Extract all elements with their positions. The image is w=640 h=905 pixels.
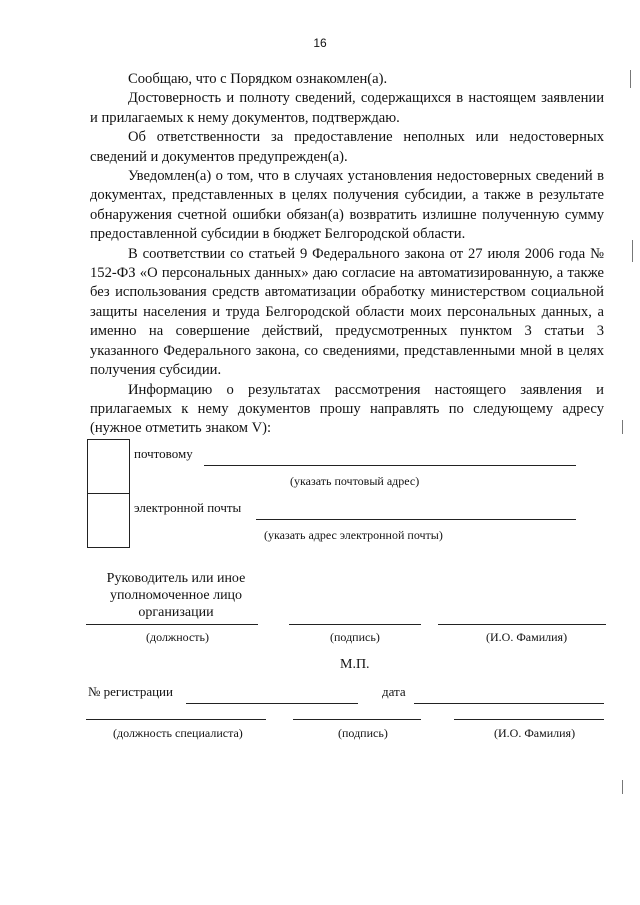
paragraph-reliability: Достоверность и полноту сведений, содержащихся в настоящем заявлении и прилагаемых к нему документов, подтверждаю. — [90, 90, 604, 126]
signatory-title: Руководитель или иное уполномоченное лицо организации — [106, 571, 246, 620]
position-caption: (должность) — [146, 630, 209, 644]
email-checkbox[interactable] — [87, 493, 130, 548]
email-address-line[interactable] — [256, 519, 576, 520]
postal-option-label: почтовому — [134, 446, 193, 461]
scan-mark — [630, 70, 631, 88]
paragraph-acquainted: Сообщаю, что с Порядком ознакомлен(а). — [128, 71, 388, 87]
specialist-position-line[interactable] — [86, 719, 266, 720]
specialist-signature-caption: (подпись) — [338, 726, 388, 740]
email-address-hint: (указать адрес электронной почты) — [264, 528, 443, 542]
specialist-signature-line[interactable] — [293, 719, 421, 720]
name-caption: (И.О. Фамилия) — [486, 630, 568, 644]
paragraph-delivery-address: Информацию о результатах рассмотрения настоящего заявления и прилагаемых к нему документов прошу направлять по следующему адресу (нужное отметить знаком V): — [90, 381, 604, 437]
paragraph-personal-data: В соответствии со статьей 9 Федерального закона от 27 июля 2006 года № 152-ФЗ «О персональных данных» даю согласие на автоматизированную, а также без использования средств автоматизации обработку министерством социальной защиты населения и труда Белгородской области моих персональных данных, а именно на совершение действий, предусмотренных пунктом 3 статьи 3 указанного Федерального закона, со сведениями, представленными мной в целях получения субсидии. — [90, 245, 604, 379]
scan-mark — [622, 420, 623, 434]
specialist-position-caption: (должность специалиста) — [113, 726, 243, 740]
statement-text — [90, 70, 604, 439]
stamp-place-label: М.П. — [340, 657, 370, 672]
paragraph-responsibility: Об ответственности за предоставление неполных или недостоверных сведений и документов предупрежден(а). — [90, 129, 604, 165]
scan-mark — [632, 240, 633, 262]
postal-checkbox[interactable] — [87, 439, 130, 494]
registration-number-line[interactable] — [186, 703, 358, 704]
registration-date-label: дата — [382, 684, 406, 699]
page-number: 16 — [313, 36, 327, 50]
name-line[interactable] — [438, 624, 606, 625]
postal-address-line[interactable] — [204, 465, 576, 466]
scan-mark — [622, 780, 623, 794]
registration-date-line[interactable] — [414, 703, 604, 704]
specialist-name-line[interactable] — [454, 719, 604, 720]
signature-line[interactable] — [289, 624, 421, 625]
email-option-label: электронной почты — [134, 500, 242, 515]
postal-address-hint: (указать почтовый адрес) — [290, 474, 420, 488]
paragraph-notified: Уведомлен(а) о том, что в случаях установления недостоверных сведений в документах, представленных в целях получения субсидии, а также в результате обнаружения счетной ошибки обязан(а) возвратить излишне полученную сумму предоставленной субсидии в бюджет Белгородской области. — [90, 168, 604, 243]
registration-number-label: № регистрации — [88, 684, 173, 699]
specialist-name-caption: (И.О. Фамилия) — [494, 726, 576, 740]
signature-caption: (подпись) — [330, 630, 380, 644]
position-line[interactable] — [86, 624, 258, 625]
